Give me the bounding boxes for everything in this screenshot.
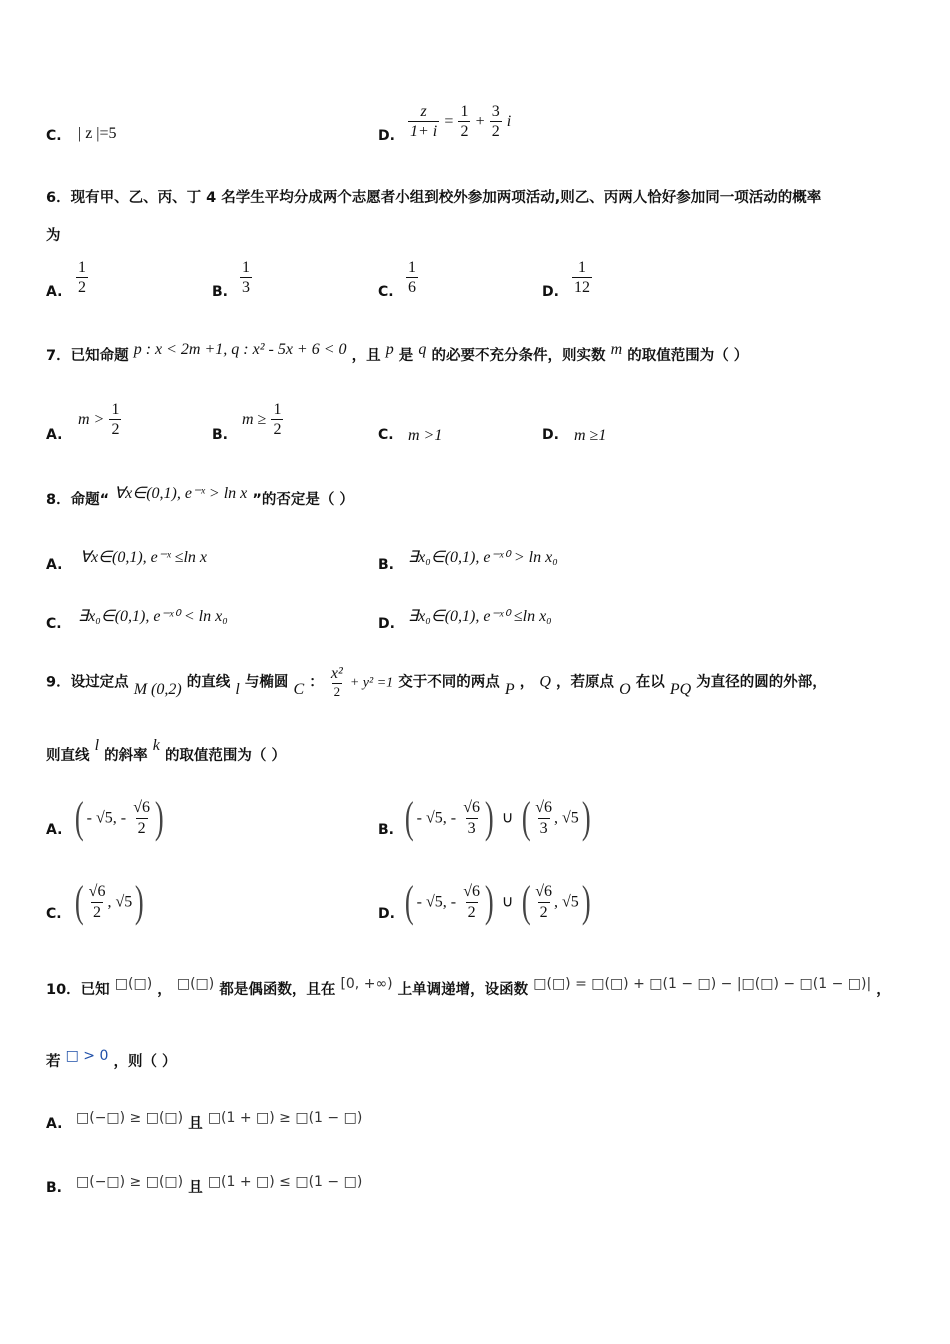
q7-option-c-label: C. <box>378 427 394 443</box>
q5-option-c-formula: | z |=5 <box>78 125 117 142</box>
q6-option-a-fraction: $\frac{1}{2}$ <box>78 259 86 297</box>
q7-option-d-label: D. <box>542 427 559 443</box>
q8-option-c-formula: ∃x₀∈(0,1), e⁻ˣ⁰ < ln x₀ <box>78 608 228 625</box>
q6-option-d-label: D. <box>542 284 559 300</box>
q9-option-c-label: C. <box>46 906 62 922</box>
q6-option-c-fraction: $\frac{1}{6}$ <box>408 259 416 297</box>
q6-option-a-label: A. <box>46 284 63 300</box>
q6-option-c-label: C. <box>378 284 394 300</box>
q9-stem-line1: 9．设过定点 M (0,2) 的直线 l 与椭圆 C ： $\frac{\text{x²}}{2}$ + y² =1 交于不同的两点 P ， Q ，若原点 O 在以 PQ 为直径的圆的外部， <box>46 665 827 700</box>
q5-option-d-label: D. <box>378 128 395 144</box>
q8-stem: 8．命题“ ∀x∈(0,1), e⁻ˣ > ln x ”的否定是（ ） <box>46 485 354 508</box>
q10-stem-line2: 若 □ > 0 ，则（ ） <box>46 1048 177 1070</box>
q10-stem-line1: 10．已知 □(□) ， □(□) 都是偶函数，且在 [0, +∞) 上单调递增，设函数 □(□) = □(□) + □(1 − □) − |□(□) − □(1 − □)| ， <box>46 976 891 998</box>
q8-option-a-label: A. <box>46 557 63 573</box>
q7-option-b-formula: m ≥ $\frac{1}{2}$ <box>242 401 282 439</box>
q7-option-c-formula: m >1 <box>408 427 443 444</box>
q7-option-b-label: B. <box>212 427 228 443</box>
q7-option-a-formula: m > $\frac{1}{2}$ <box>78 401 120 439</box>
q5-option-c-label: C. <box>46 128 62 144</box>
q8-option-d-label: D. <box>378 616 395 632</box>
q8-option-c-label: C. <box>46 616 62 632</box>
q6-option-d-fraction: $\frac{1}{12}$ <box>574 259 590 297</box>
q9-option-d-label: D. <box>378 906 395 922</box>
q7-stem: 7．已知命题 p : x < 2m +1, q : x² - 5x + 6 < 0 ，且 p 是 q 的必要不充分条件，则实数 m 的取值范围为（ ） <box>46 341 749 364</box>
q7-option-a-label: A. <box>46 427 63 443</box>
q6-stem-line2: 为 <box>46 228 61 244</box>
q8-option-b-formula: ∃x₀∈(0,1), e⁻ˣ⁰ > ln x₀ <box>408 549 558 566</box>
q8-option-b-label: B. <box>378 557 394 573</box>
q9-option-d-interval: ( - √5, - $\frac{√6}{2}$ ) ∪ ( $\frac{√6}{2}$ , √5) <box>404 877 591 926</box>
q9-option-c-interval: ( $\frac{√6}{2}$ , √5) <box>74 877 144 926</box>
q10-option-b-formula: □(−□) ≥ □(□) 且 □(1 + □) ≤ □(1 − □) <box>76 1174 363 1196</box>
q8-option-d-formula: ∃x₀∈(0,1), e⁻ˣ⁰ ≤ln x₀ <box>408 608 552 625</box>
q9-stem-line2: 则直线 l 的斜率 k 的取值范围为（ ） <box>46 737 286 764</box>
q10-option-a-label: A. <box>46 1116 63 1132</box>
q7-option-d-formula: m ≥1 <box>574 427 607 444</box>
q6-stem-line1: 6．现有甲、乙、丙、丁 4 名学生平均分成两个志愿者小组到校外参加两项活动,则乙、丙两人恰好参加同一项活动的概率 <box>46 190 822 206</box>
q8-option-a-formula: ∀x∈(0,1), e⁻ˣ ≤ln x <box>80 549 208 566</box>
q9-option-a-label: A. <box>46 822 63 838</box>
q5-option-d-formula: $\frac{z}{1+ i}$ = $\frac{1}{2}$ + $\frac{3}{2}$ i <box>410 103 512 141</box>
q10-option-b-label: B. <box>46 1180 62 1196</box>
q6-option-b-label: B. <box>212 284 228 300</box>
q10-option-a-formula: □(−□) ≥ □(□) 且 □(1 + □) ≥ □(1 − □) <box>76 1110 363 1132</box>
q9-option-b-label: B. <box>378 822 394 838</box>
q9-option-b-interval: ( - √5, - $\frac{√6}{3}$ ) ∪ ( $\frac{√6}{3}$ , √5) <box>404 793 591 842</box>
q9-option-a-interval: ( - √5, - $\frac{√6}{2}$ ) <box>74 793 164 842</box>
q6-option-b-fraction: $\frac{1}{3}$ <box>242 259 250 297</box>
